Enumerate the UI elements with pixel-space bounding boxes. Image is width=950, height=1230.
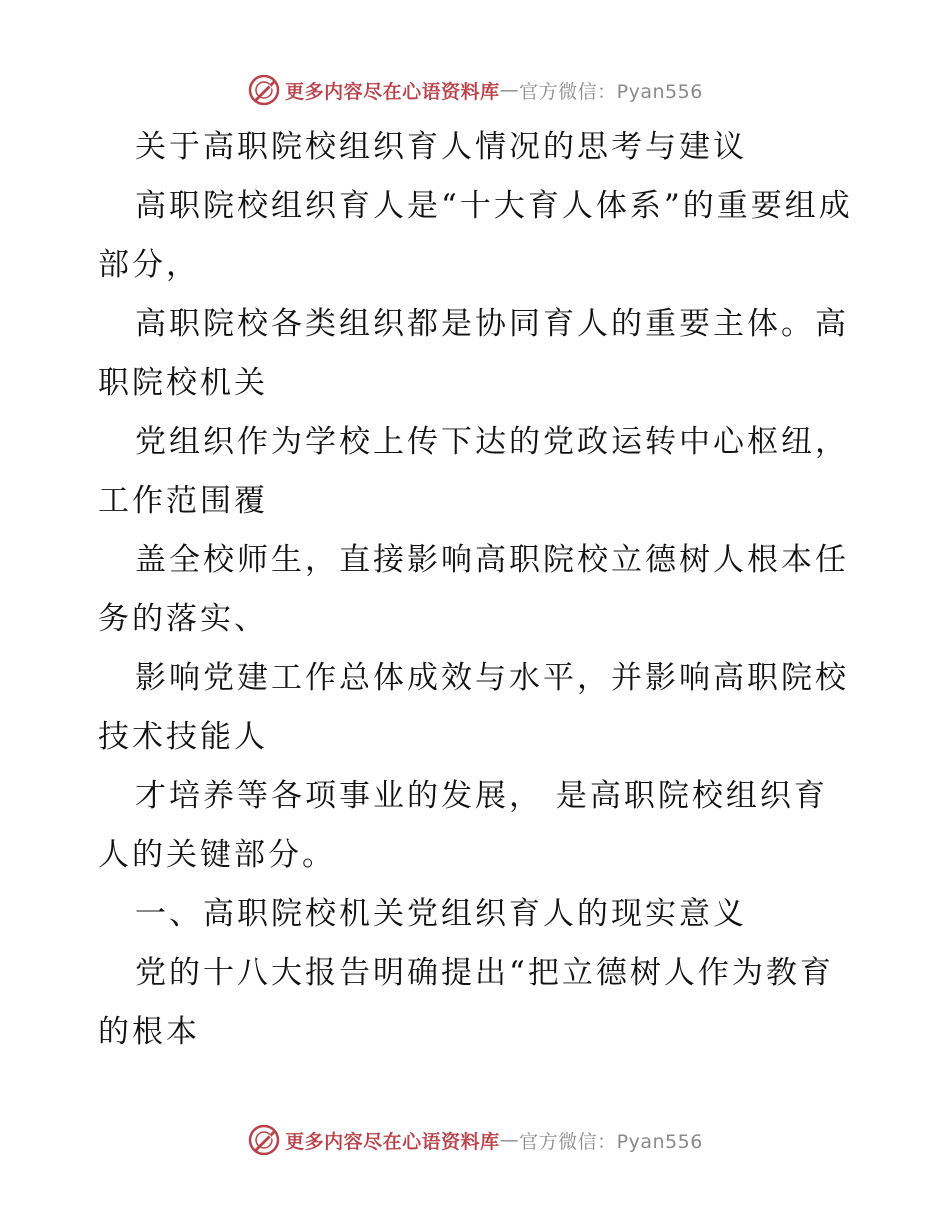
footer-dash: —	[499, 1129, 520, 1151]
footer-contact-text: 官方微信：Pyan556	[519, 1130, 703, 1153]
paragraph: 党的十八大报告明确提出“把立德树人作为教育的根本	[98, 955, 834, 1050]
header-watermark	[0, 70, 950, 110]
header-dash: —	[499, 79, 520, 101]
document-body	[98, 118, 858, 1062]
paragraph: 盖全校师生，直接影响高职院校立德树人根本任务的落实、	[98, 542, 849, 637]
footer-watermark	[0, 1120, 950, 1160]
paragraph: 高职院校各类组织都是协同育人的重要主体。高职院校机关	[98, 306, 849, 401]
document-title: 关于高职院校组织育人情况的思考与建议	[135, 129, 747, 165]
brand-logo-icon	[247, 73, 281, 107]
brand-logo-icon	[247, 1123, 281, 1157]
footer-brand-text: 更多内容尽在心语资料库	[285, 1130, 500, 1153]
paragraph: 影响党建工作总体成效与水平，并影响高职院校技术技能人	[98, 660, 849, 755]
header-contact-text: 官方微信：Pyan556	[519, 80, 703, 103]
paragraph: 高职院校组织育人是“十大育人体系”的重要组成部分，	[98, 188, 853, 283]
section-heading: 一、高职院校机关党组织育人的现实意义	[135, 896, 747, 932]
paragraph: 党组织作为学校上传下达的党政运转中心枢纽，工作范围覆	[98, 424, 849, 519]
header-brand-text: 更多内容尽在心语资料库	[285, 80, 500, 103]
paragraph: 才培养等各项事业的发展， 是高职院校组织育人的关键部分。	[98, 778, 828, 873]
